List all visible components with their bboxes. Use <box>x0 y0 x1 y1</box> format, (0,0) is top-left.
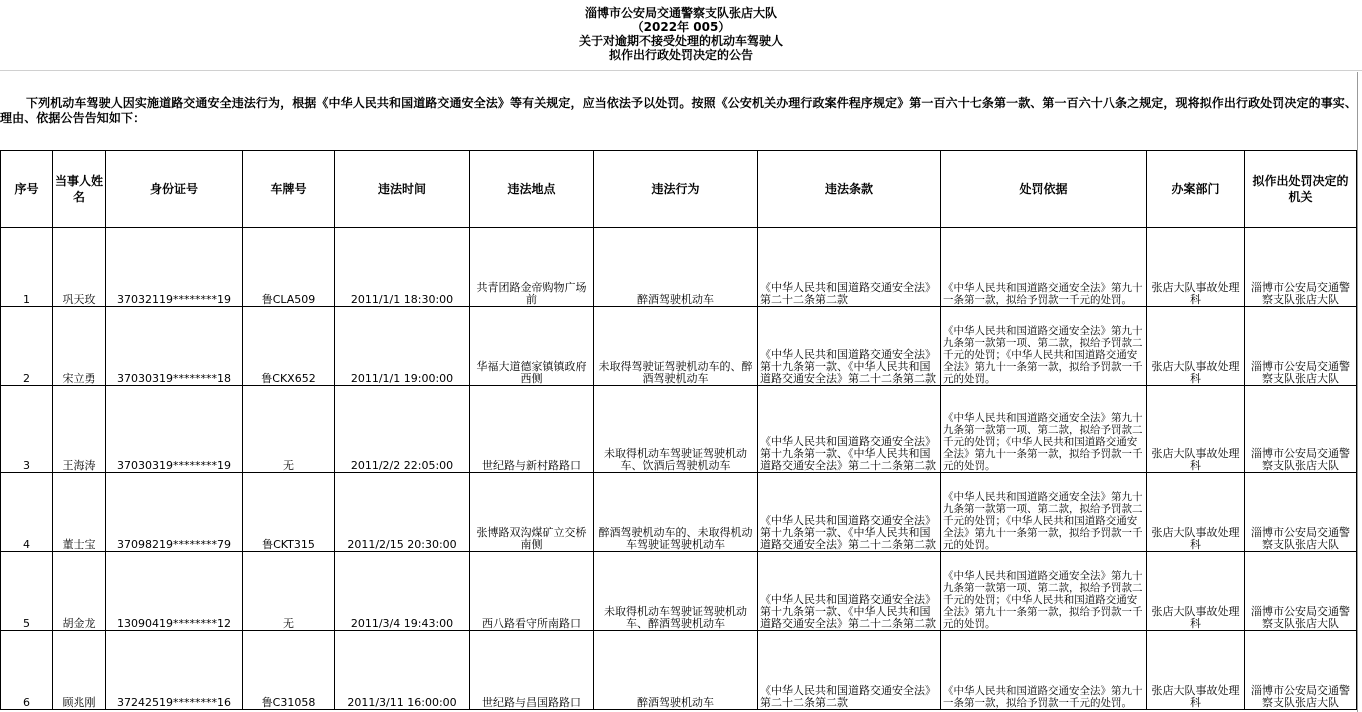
notice-subject: 关于对逾期不接受处理的机动车驾驶人 <box>578 34 783 48</box>
cell-clause: 《中华人民共和国道路交通安全法》第十九条第一款、《中华人民共和国道路交通安全法》第二十二条第二款 <box>758 307 941 386</box>
cell-act: 醉酒驾驶机动车 <box>594 631 758 710</box>
col-header-time: 违法时间 <box>335 151 470 228</box>
cell-dept: 张店大队事故处理科 <box>1147 631 1245 710</box>
col-header-act: 违法行为 <box>594 151 758 228</box>
cell-basis: 《中华人民共和国道路交通安全法》第九十九条第一款第一项、第二款，拟给予罚款二千元的处罚；《中华人民共和国道路交通安全法》第九十一条第一款，拟给予罚款一千元的处罚。 <box>941 473 1147 552</box>
cell-basis: 《中华人民共和国道路交通安全法》第九十一条第一款，拟给予罚款一千元的处罚。 <box>941 228 1147 307</box>
cell-no: 5 <box>1 552 53 631</box>
cell-id: 37242519********16 <box>106 631 243 710</box>
cell-basis: 《中华人民共和国道路交通安全法》第九十九条第一款第一项、第二款，拟给予罚款二千元的处罚；《中华人民共和国道路交通安全法》第九十一条第一款，拟给予罚款一千元的处罚。 <box>941 552 1147 631</box>
cell-place: 世纪路与昌国路路口 <box>470 631 594 710</box>
cell-basis: 《中华人民共和国道路交通安全法》第九十九条第一款第一项、第二款，拟给予罚款二千元的处罚；《中华人民共和国道路交通安全法》第九十一条第一款，拟给予罚款一千元的处罚。 <box>941 386 1147 473</box>
col-header-id: 身份证号 <box>106 151 243 228</box>
col-header-name: 当事人姓名 <box>53 151 106 228</box>
table-row <box>1 228 1357 307</box>
cell-dept: 张店大队事故处理科 <box>1147 228 1245 307</box>
cell-time: 2011/2/15 20:30:00 <box>335 473 470 552</box>
cell-id: 37030319********18 <box>106 307 243 386</box>
cell-time: 2011/2/2 22:05:00 <box>335 386 470 473</box>
cell-dept: 张店大队事故处理科 <box>1147 473 1245 552</box>
cell-no: 4 <box>1 473 53 552</box>
table-header-row <box>1 151 1357 228</box>
cell-no: 6 <box>1 631 53 710</box>
cell-org: 淄博市公安局交通警察支队张店大队 <box>1245 228 1357 307</box>
cell-no: 3 <box>1 386 53 473</box>
cell-time: 2011/3/11 16:00:00 <box>335 631 470 710</box>
table-row <box>1 631 1357 710</box>
cell-act: 醉酒驾驶机动车 <box>594 228 758 307</box>
cell-plate: 无 <box>243 386 335 473</box>
cell-act: 醉酒驾驶机动车的、未取得机动车驾驶证驾驶机动车 <box>594 473 758 552</box>
cell-basis: 《中华人民共和国道路交通安全法》第九十九条第一款第一项、第二款，拟给予罚款二千元的处罚；《中华人民共和国道路交通安全法》第九十一条第一款，拟给予罚款一千元的处罚。 <box>941 307 1147 386</box>
cell-name: 董士宝 <box>53 473 106 552</box>
cell-act: 未取得驾驶证驾驶机动车的、醉酒驾驶机动车 <box>594 307 758 386</box>
cell-org: 淄博市公安局交通警察支队张店大队 <box>1245 386 1357 473</box>
table-row <box>1 386 1357 473</box>
cell-time: 2011/1/1 19:00:00 <box>335 307 470 386</box>
col-header-no: 序号 <box>1 151 53 228</box>
cell-place: 世纪路与新村路路口 <box>470 386 594 473</box>
notice-number: （2022年 005） <box>631 20 731 34</box>
col-header-plate: 车牌号 <box>243 151 335 228</box>
cell-clause: 《中华人民共和国道路交通安全法》第十九条第一款、《中华人民共和国道路交通安全法》第二十二条第二款 <box>758 473 941 552</box>
cell-dept: 张店大队事故处理科 <box>1147 307 1245 386</box>
cell-plate: 无 <box>243 552 335 631</box>
cell-plate: 鲁CKX652 <box>243 307 335 386</box>
cell-clause: 《中华人民共和国道路交通安全法》第十九条第一款、《中华人民共和国道路交通安全法》第二十二条第二款 <box>758 386 941 473</box>
cell-name: 巩天玫 <box>53 228 106 307</box>
cell-id: 37032119********19 <box>106 228 243 307</box>
cell-org: 淄博市公安局交通警察支队张店大队 <box>1245 552 1357 631</box>
cell-dept: 张店大队事故处理科 <box>1147 386 1245 473</box>
cell-plate: 鲁CKT315 <box>243 473 335 552</box>
cell-id: 37098219********79 <box>106 473 243 552</box>
cell-place: 张博路双沟煤矿立交桥南侧 <box>470 473 594 552</box>
cell-basis: 《中华人民共和国道路交通安全法》第九十一条第一款，拟给予罚款一千元的处罚。 <box>941 631 1147 710</box>
cell-name: 宋立勇 <box>53 307 106 386</box>
cell-dept: 张店大队事故处理科 <box>1147 552 1245 631</box>
cell-name: 顾兆刚 <box>53 631 106 710</box>
col-header-clause: 违法条款 <box>758 151 941 228</box>
cell-id: 37030319********19 <box>106 386 243 473</box>
issuer-title: 淄博市公安局交通警察支队张店大队 <box>584 6 777 20</box>
cell-place: 西八路看守所南路口 <box>470 552 594 631</box>
cell-name: 王海涛 <box>53 386 106 473</box>
col-header-dept: 办案部门 <box>1147 151 1245 228</box>
cell-no: 2 <box>1 307 53 386</box>
notice-subject-2: 拟作出行政处罚决定的公告 <box>608 48 753 62</box>
intro-paragraph: 下列机动车驾驶人因实施道路交通安全违法行为，根据《中华人民共和国道路交通安全法》等有关规定，应当依法予以处罚。按照《公安机关办理行政案件程序规定》第一百六十七条第一款、第一百六十八条之规定，现将拟作出行政处罚决定的事实、理由、依据公告告知如下： <box>0 96 1358 125</box>
cell-org: 淄博市公安局交通警察支队张店大队 <box>1245 473 1357 552</box>
header-divider <box>0 70 1362 71</box>
cell-org: 淄博市公安局交通警察支队张店大队 <box>1245 631 1357 710</box>
cell-no: 1 <box>1 228 53 307</box>
notice-header <box>0 0 1362 70</box>
cell-plate: 鲁C31058 <box>243 631 335 710</box>
cell-act: 未取得机动车驾驶证驾驶机动车、醉酒驾驶机动车 <box>594 552 758 631</box>
cell-time: 2011/1/1 18:30:00 <box>335 228 470 307</box>
table-row <box>1 473 1357 552</box>
page-edge-line <box>1357 72 1358 712</box>
col-header-org: 拟作出处罚决定的机关 <box>1245 151 1357 228</box>
cell-clause: 《中华人民共和国道路交通安全法》第十九条第一款、《中华人民共和国道路交通安全法》第二十二条第二款 <box>758 552 941 631</box>
cell-place: 华福大道德家镇镇政府西侧 <box>470 307 594 386</box>
table-row <box>1 307 1357 386</box>
cell-id: 13090419********12 <box>106 552 243 631</box>
cell-place: 共青团路金帝购物广场前 <box>470 228 594 307</box>
cell-clause: 《中华人民共和国道路交通安全法》第二十二条第二款 <box>758 228 941 307</box>
cell-time: 2011/3/4 19:43:00 <box>335 552 470 631</box>
violation-table <box>0 150 1357 710</box>
cell-org: 淄博市公安局交通警察支队张店大队 <box>1245 307 1357 386</box>
cell-act: 未取得机动车驾驶证驾驶机动车、饮酒后驾驶机动车 <box>594 386 758 473</box>
cell-clause: 《中华人民共和国道路交通安全法》第二十二条第二款 <box>758 631 941 710</box>
table-row <box>1 552 1357 631</box>
col-header-basis: 处罚依据 <box>941 151 1147 228</box>
cell-plate: 鲁CLA509 <box>243 228 335 307</box>
cell-name: 胡金龙 <box>53 552 106 631</box>
col-header-place: 违法地点 <box>470 151 594 228</box>
